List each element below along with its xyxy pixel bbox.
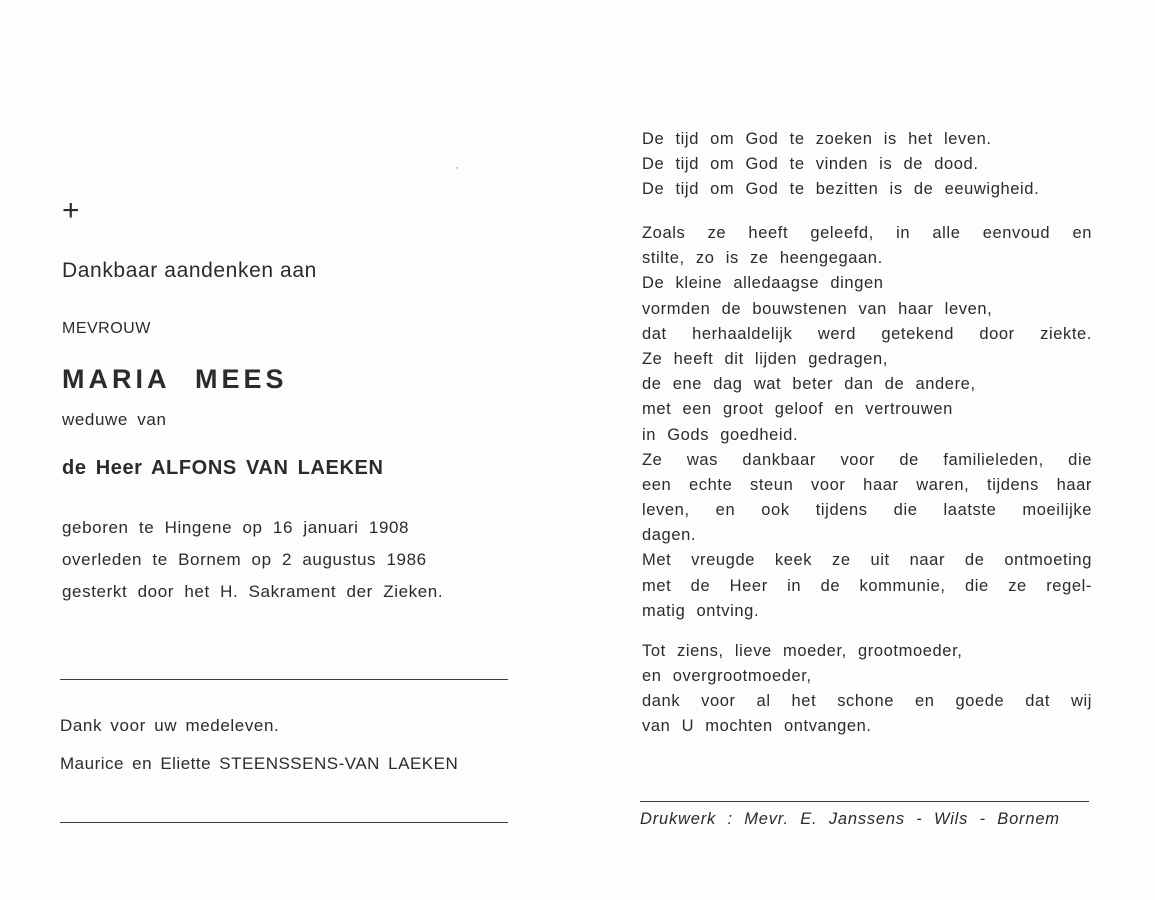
- farewell-line: van U mochten ontvangen.: [642, 717, 872, 735]
- text-line: Ze heeft dit lijden gedragen,: [642, 349, 888, 368]
- text-line: leven, en ook tijdens die laatste moeilijke: [642, 501, 1092, 520]
- text-line: vormden de bouwstenen van haar leven,: [642, 299, 993, 318]
- verse-line: De tijd om God te bezitten is de eeuwigheid.: [642, 180, 1040, 198]
- divider: [60, 822, 508, 823]
- farewell-line: en overgrootmoeder,: [642, 667, 812, 685]
- text-line: een echte steun voor haar waren, tijdens haar: [642, 475, 1092, 494]
- cross-icon: +: [62, 194, 80, 227]
- verse-line: De tijd om God te vinden is de dood.: [642, 155, 979, 173]
- text-line: stilte, zo is ze heengegaan.: [642, 249, 883, 268]
- text-line: De kleine alledaagse dingen: [642, 274, 884, 293]
- text-line: dat herhaaldelijk werd getekend door ziekte.: [642, 324, 1092, 343]
- divider: [640, 801, 1089, 802]
- honorific: MEVROUW: [62, 320, 151, 337]
- paper-mark: ·: [455, 160, 459, 174]
- farewell-line: Tot ziens, lieve moeder, grootmoeder,: [642, 642, 963, 660]
- life-dates: [62, 516, 443, 612]
- memorial-heading: Dankbaar aandenken aan: [62, 259, 317, 282]
- text-line: Met vreugde keek ze uit naar de ontmoeting: [642, 551, 1092, 570]
- farewell-text: [642, 640, 1092, 740]
- divider: [60, 679, 508, 680]
- farewell-line: dank voor al het schone en goede dat wij: [642, 692, 1092, 710]
- text-line: de ene dag wat beter dan de andere,: [642, 375, 976, 394]
- verse-block: [642, 128, 1039, 203]
- text-line: met de Heer in de kommunie, die ze regel-: [642, 576, 1092, 595]
- thanks-line: Dank voor uw medeleven.: [60, 716, 280, 735]
- widow-of-label: weduwe van: [62, 410, 167, 429]
- printer-credit: Drukwerk : Mevr. E. Janssens - Wils - Bornem: [640, 810, 1060, 828]
- text-line: dagen.: [642, 526, 697, 545]
- husband-name: de Heer ALFONS VAN LAEKEN: [62, 457, 384, 479]
- text-line: Ze was dankbaar voor de familieleden, die: [642, 450, 1092, 469]
- deceased-name: MARIA MEES: [62, 364, 288, 394]
- text-line: met een groot geloof en vertrouwen: [642, 400, 953, 419]
- family-signature: Maurice en Eliette STEENSSENS-VAN LAEKEN: [60, 754, 459, 773]
- birth-line: geboren te Hingene op 16 januari 1908: [62, 518, 410, 537]
- tribute-text: [642, 222, 1092, 625]
- verse-line: De tijd om God te zoeken is het leven.: [642, 130, 992, 148]
- text-line: in Gods goedheid.: [642, 425, 799, 444]
- death-line: overleden te Bornem op 2 augustus 1986: [62, 550, 427, 569]
- text-line: matig ontving.: [642, 601, 760, 620]
- text-line: Zoals ze heeft geleefd, in alle eenvoud en: [642, 224, 1092, 242]
- sacrament-line: gesterkt door het H. Sakrament der Zieken.: [62, 582, 444, 601]
